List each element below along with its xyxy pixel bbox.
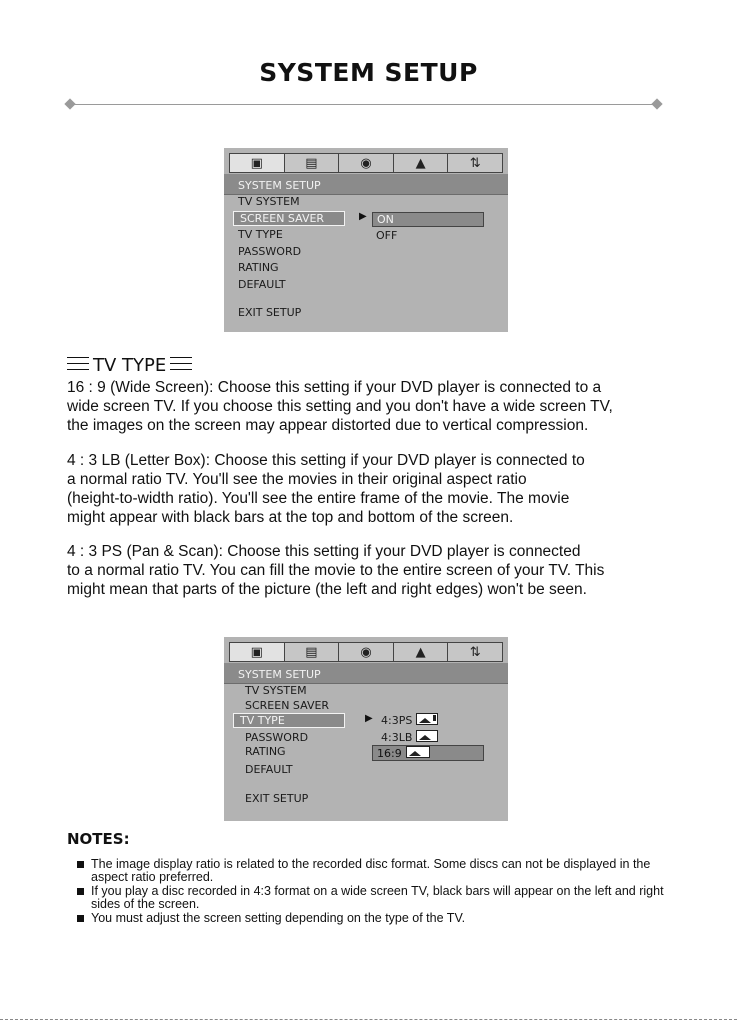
note-text: If you play a disc recorded in 4:3 format on a wide screen TV, black bars will appear on the left and right sides of the screen. [91,883,664,912]
option-16-9[interactable] [372,745,484,761]
monitor-icon: ▣ [250,645,263,660]
audio-disc-icon: ◉ [360,645,372,660]
menu-item-tv-system[interactable]: TV SYSTEM [238,195,300,208]
menu-item-exit-setup[interactable]: EXIT SETUP [245,792,309,805]
menu-header [224,663,508,684]
option-4-3-ps[interactable] [381,713,438,727]
divider-diamond-left [64,98,75,109]
heading-bars-right-icon [170,357,192,370]
widescreen-ratio-icon [406,746,430,758]
pan-scan-ratio-icon [416,713,438,725]
divider-rule [70,104,658,105]
speaker-icon: ▲ [415,645,426,660]
note-item [77,858,677,885]
menu-item-tv-type[interactable]: TV TYPE [233,713,345,728]
menu-item-tv-system[interactable]: TV SYSTEM [245,684,307,697]
note-text: The image display ratio is related to the recorded disc format. Some discs can not be displayed in the aspect ratio preferred. [91,857,651,885]
tab-language[interactable] [285,643,340,661]
option-4-3-lb-label: 4:3LB [381,731,413,744]
tab-audio[interactable] [339,643,394,661]
menu-header-label: SYSTEM SETUP [238,668,321,681]
menu-item-screen-saver[interactable]: SCREEN SAVER [233,211,345,226]
menu-item-default[interactable]: DEFAULT [238,278,286,291]
tab-speaker[interactable] [394,643,449,661]
option-16-9-label: 16:9 [377,747,402,760]
menu-item-rating[interactable]: RATING [245,745,286,758]
note-text: You must adjust the screen setting depending on the type of the TV. [91,910,466,925]
paragraph-pan-scan: 4 : 3 PS (Pan & Scan): Choose this setting if your DVD player is connected to a normal ratio TV. You can fill the movie to the entire screen of your TV. This might mean that parts of the picture (the left and right edges) won't be seen. [67,543,605,598]
notes-title: NOTES: [67,830,130,848]
menu-item-tv-type[interactable]: TV TYPE [238,228,283,241]
menu-tabs [229,153,503,173]
bullet-square-icon [77,915,84,922]
notes-list [77,858,677,925]
speaker-icon: ▲ [415,156,426,171]
menu-item-rating[interactable]: RATING [238,261,279,274]
tab-preferences[interactable] [448,154,502,172]
paragraph-letter-box: 4 : 3 LB (Letter Box): Choose this setting if your DVD player is connected to a normal ratio TV. You'll see the movies in their original aspect ratio (height-to-width ratio). You'll see the entire frame of the movie. The movie might appear with black bars at the top and bottom of the screen. [67,452,585,526]
pointer-arrow-icon: ▶ [365,713,373,724]
menu-item-password[interactable]: PASSWORD [245,731,309,744]
option-off[interactable]: OFF [376,229,398,242]
tab-system[interactable] [230,643,285,661]
tab-speaker[interactable] [394,154,449,172]
section-heading [67,355,192,376]
setup-menu-screen-saver [224,148,508,332]
option-4-3-lb[interactable] [381,730,438,744]
menu-header [224,174,508,195]
page-bottom-edge [0,1019,737,1020]
note-item [77,885,677,912]
setup-menu-tv-type [224,637,508,821]
option-on[interactable]: ON [372,212,484,227]
sliders-icon: ⇅ [469,156,481,171]
menu-item-screen-saver[interactable]: SCREEN SAVER [245,699,330,712]
bullet-square-icon [77,861,84,868]
section-heading-text: TV TYPE [93,355,167,376]
tab-system[interactable] [230,154,285,172]
paragraph-wide-screen: 16 : 9 (Wide Screen): Choose this setting if your DVD player is connected to a wide screen TV. If you choose this setting and you don't have a wide screen TV, the images on the screen may appear distorted due to vertical compression. [67,379,613,434]
letterbox-ratio-icon [416,730,438,742]
menu-header-label: SYSTEM SETUP [238,179,321,192]
bullet-square-icon [77,888,84,895]
language-icon: ▤ [305,156,318,171]
pointer-arrow-icon: ▶ [359,211,367,222]
heading-bars-left-icon [67,357,89,370]
option-4-3-ps-label: 4:3PS [381,714,413,727]
note-item [77,912,677,925]
menu-item-password[interactable]: PASSWORD [238,245,302,258]
tab-language[interactable] [285,154,340,172]
monitor-icon: ▣ [250,156,263,171]
menu-item-default[interactable]: DEFAULT [245,763,293,776]
page-title: SYSTEM SETUP [259,58,478,87]
sliders-icon: ⇅ [469,645,481,660]
menu-tabs [229,642,503,662]
tab-audio[interactable] [339,154,394,172]
tab-preferences[interactable] [448,643,502,661]
menu-item-exit-setup[interactable]: EXIT SETUP [238,306,302,319]
divider-diamond-right [651,98,662,109]
audio-disc-icon: ◉ [360,156,372,171]
language-icon: ▤ [305,645,318,660]
